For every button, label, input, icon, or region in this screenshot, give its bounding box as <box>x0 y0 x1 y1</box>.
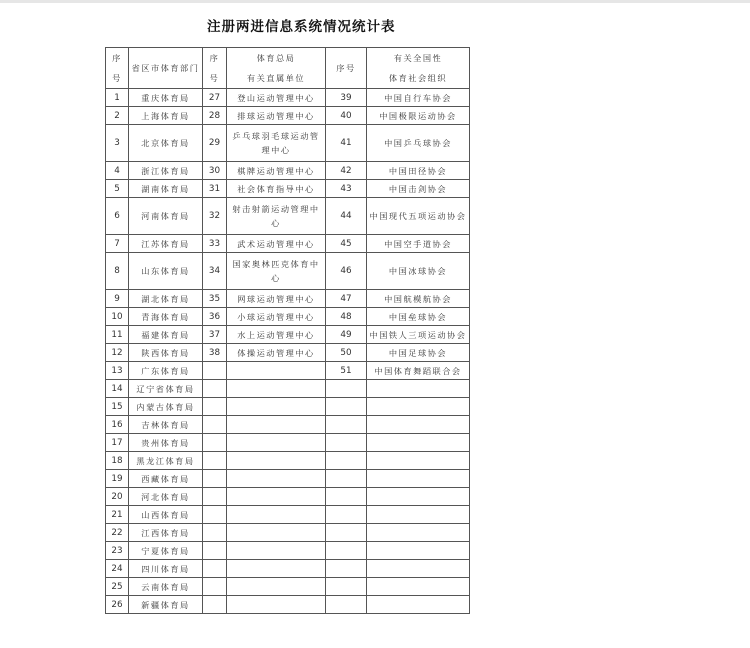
seq-cell-2 <box>203 362 227 380</box>
seq-cell-2 <box>203 470 227 488</box>
table-row <box>106 398 470 416</box>
provincial-dept-cell: 重庆体育局 <box>129 89 203 107</box>
seq-cell-3 <box>326 488 367 506</box>
header-associations-line2: 体育社会组织 <box>388 73 448 83</box>
association-cell <box>367 596 470 614</box>
association-cell: 中国足球协会 <box>367 344 470 362</box>
seq-cell-2: 35 <box>203 290 227 308</box>
seq-cell-1: 3 <box>106 125 129 162</box>
direct-unit-cell: 登山运动管理中心 <box>227 89 326 107</box>
seq-cell-1: 24 <box>106 560 129 578</box>
seq-cell-3 <box>326 578 367 596</box>
page-title: 注册两进信息系统情况统计表 <box>207 19 396 35</box>
direct-unit-cell <box>227 488 326 506</box>
seq-cell-2: 32 <box>203 198 227 235</box>
table-row <box>106 308 470 326</box>
association-cell: 中国铁人三项运动协会 <box>367 326 470 344</box>
seq-cell-3 <box>326 452 367 470</box>
provincial-dept-cell: 河南体育局 <box>129 198 203 235</box>
direct-unit-cell <box>227 560 326 578</box>
table-row <box>106 180 470 198</box>
association-cell: 中国垒球协会 <box>367 308 470 326</box>
table-row <box>106 470 470 488</box>
provincial-dept-cell: 贵州体育局 <box>129 434 203 452</box>
table-row <box>106 524 470 542</box>
provincial-dept-cell: 青海体育局 <box>129 308 203 326</box>
provincial-dept-cell: 宁夏体育局 <box>129 542 203 560</box>
table-body <box>106 89 470 614</box>
direct-unit-cell: 排球运动管理中心 <box>227 107 326 125</box>
statistics-table <box>105 47 470 614</box>
seq-cell-2: 30 <box>203 162 227 180</box>
provincial-dept-cell: 辽宁省体育局 <box>129 380 203 398</box>
seq-cell-3: 39 <box>326 89 367 107</box>
provincial-dept-cell: 山东体育局 <box>129 253 203 290</box>
seq-cell-1: 21 <box>106 506 129 524</box>
header-provincial-dept: 省区市体育部门 <box>129 48 203 89</box>
association-cell: 中国冰球协会 <box>367 253 470 290</box>
association-cell <box>367 470 470 488</box>
seq-cell-2: 28 <box>203 107 227 125</box>
seq-cell-3 <box>326 542 367 560</box>
provincial-dept-cell: 河北体育局 <box>129 488 203 506</box>
direct-unit-cell <box>227 398 326 416</box>
direct-unit-cell <box>227 434 326 452</box>
table-header-row <box>106 48 470 89</box>
direct-unit-cell: 小球运动管理中心 <box>227 308 326 326</box>
seq-cell-2 <box>203 524 227 542</box>
association-cell <box>367 506 470 524</box>
seq-cell-2: 31 <box>203 180 227 198</box>
seq-cell-2: 38 <box>203 344 227 362</box>
seq-cell-2 <box>203 596 227 614</box>
direct-unit-cell: 射击射箭运动管理中心 <box>227 198 326 235</box>
seq-cell-3 <box>326 506 367 524</box>
association-cell: 中国极限运动协会 <box>367 107 470 125</box>
seq-cell-1: 8 <box>106 253 129 290</box>
seq-cell-1: 15 <box>106 398 129 416</box>
association-cell: 中国田径协会 <box>367 162 470 180</box>
seq-cell-1: 11 <box>106 326 129 344</box>
table-row <box>106 89 470 107</box>
table-row <box>106 380 470 398</box>
header-seq-3: 序号 <box>326 48 367 89</box>
table-row <box>106 434 470 452</box>
association-cell <box>367 524 470 542</box>
seq-cell-1: 22 <box>106 524 129 542</box>
provincial-dept-cell: 吉林体育局 <box>129 416 203 434</box>
seq-cell-3 <box>326 416 367 434</box>
direct-unit-cell: 体操运动管理中心 <box>227 344 326 362</box>
seq-cell-1: 7 <box>106 235 129 253</box>
seq-cell-3 <box>326 524 367 542</box>
seq-cell-1: 20 <box>106 488 129 506</box>
table-row <box>106 488 470 506</box>
seq-cell-3: 42 <box>326 162 367 180</box>
header-seq-2: 序号 <box>203 48 227 89</box>
table-row <box>106 125 470 162</box>
seq-cell-2 <box>203 506 227 524</box>
provincial-dept-cell: 北京体育局 <box>129 125 203 162</box>
association-cell <box>367 488 470 506</box>
seq-cell-1: 2 <box>106 107 129 125</box>
top-border <box>0 0 750 3</box>
seq-cell-2 <box>203 452 227 470</box>
seq-cell-3: 46 <box>326 253 367 290</box>
seq-cell-3: 41 <box>326 125 367 162</box>
provincial-dept-cell: 云南体育局 <box>129 578 203 596</box>
provincial-dept-cell: 福建体育局 <box>129 326 203 344</box>
header-direct-units-line2: 有关直属单位 <box>246 73 306 83</box>
seq-cell-3 <box>326 380 367 398</box>
seq-cell-3 <box>326 470 367 488</box>
seq-cell-2: 29 <box>203 125 227 162</box>
table-row <box>106 578 470 596</box>
direct-unit-cell <box>227 506 326 524</box>
seq-cell-2: 37 <box>203 326 227 344</box>
provincial-dept-cell: 黑龙江体育局 <box>129 452 203 470</box>
header-associations <box>367 48 470 89</box>
association-cell: 中国航模航协会 <box>367 290 470 308</box>
table-row <box>106 326 470 344</box>
provincial-dept-cell: 江西体育局 <box>129 524 203 542</box>
table-row <box>106 596 470 614</box>
seq-cell-1: 18 <box>106 452 129 470</box>
seq-cell-1: 5 <box>106 180 129 198</box>
seq-cell-1: 10 <box>106 308 129 326</box>
direct-unit-cell <box>227 596 326 614</box>
seq-cell-3: 50 <box>326 344 367 362</box>
seq-cell-2 <box>203 434 227 452</box>
direct-unit-cell <box>227 416 326 434</box>
association-cell <box>367 452 470 470</box>
association-cell <box>367 542 470 560</box>
seq-cell-1: 14 <box>106 380 129 398</box>
association-cell: 中国击剑协会 <box>367 180 470 198</box>
table-row <box>106 452 470 470</box>
table-row <box>106 560 470 578</box>
table-row <box>106 542 470 560</box>
association-cell: 中国乒乓球协会 <box>367 125 470 162</box>
header-direct-units <box>227 48 326 89</box>
seq-cell-3: 44 <box>326 198 367 235</box>
direct-unit-cell: 武术运动管理中心 <box>227 235 326 253</box>
direct-unit-cell: 网球运动管理中心 <box>227 290 326 308</box>
table-row <box>106 107 470 125</box>
association-cell <box>367 380 470 398</box>
seq-cell-1: 16 <box>106 416 129 434</box>
direct-unit-cell <box>227 380 326 398</box>
seq-cell-3: 45 <box>326 235 367 253</box>
direct-unit-cell <box>227 542 326 560</box>
seq-cell-1: 1 <box>106 89 129 107</box>
seq-cell-2 <box>203 542 227 560</box>
association-cell: 中国体育舞蹈联合会 <box>367 362 470 380</box>
provincial-dept-cell: 浙江体育局 <box>129 162 203 180</box>
table-row <box>106 235 470 253</box>
direct-unit-cell: 国家奥林匹克体育中心 <box>227 253 326 290</box>
table-row <box>106 344 470 362</box>
seq-cell-2 <box>203 416 227 434</box>
seq-cell-2: 34 <box>203 253 227 290</box>
table-row <box>106 253 470 290</box>
association-cell <box>367 560 470 578</box>
direct-unit-cell <box>227 578 326 596</box>
seq-cell-3: 48 <box>326 308 367 326</box>
table-row <box>106 198 470 235</box>
provincial-dept-cell: 新疆体育局 <box>129 596 203 614</box>
provincial-dept-cell: 陕西体育局 <box>129 344 203 362</box>
association-cell <box>367 434 470 452</box>
seq-cell-3 <box>326 398 367 416</box>
table-row <box>106 416 470 434</box>
seq-cell-3: 40 <box>326 107 367 125</box>
seq-cell-1: 4 <box>106 162 129 180</box>
seq-cell-3 <box>326 434 367 452</box>
table-row <box>106 290 470 308</box>
direct-unit-cell <box>227 362 326 380</box>
seq-cell-1: 12 <box>106 344 129 362</box>
seq-cell-1: 25 <box>106 578 129 596</box>
seq-cell-2: 36 <box>203 308 227 326</box>
direct-unit-cell <box>227 524 326 542</box>
seq-cell-3: 43 <box>326 180 367 198</box>
provincial-dept-cell: 内蒙古体育局 <box>129 398 203 416</box>
association-cell: 中国空手道协会 <box>367 235 470 253</box>
provincial-dept-cell: 四川体育局 <box>129 560 203 578</box>
provincial-dept-cell: 山西体育局 <box>129 506 203 524</box>
seq-cell-2 <box>203 578 227 596</box>
provincial-dept-cell: 广东体育局 <box>129 362 203 380</box>
seq-cell-3: 51 <box>326 362 367 380</box>
provincial-dept-cell: 江苏体育局 <box>129 235 203 253</box>
seq-cell-2: 27 <box>203 89 227 107</box>
direct-unit-cell: 社会体育指导中心 <box>227 180 326 198</box>
seq-cell-3 <box>326 596 367 614</box>
direct-unit-cell: 水上运动管理中心 <box>227 326 326 344</box>
table-row <box>106 162 470 180</box>
header-seq-1: 序号 <box>106 48 129 89</box>
header-associations-line1: 有关全国性 <box>393 53 443 63</box>
seq-cell-1: 19 <box>106 470 129 488</box>
provincial-dept-cell: 湖南体育局 <box>129 180 203 198</box>
direct-unit-cell <box>227 470 326 488</box>
seq-cell-3: 49 <box>326 326 367 344</box>
seq-cell-1: 26 <box>106 596 129 614</box>
association-cell <box>367 398 470 416</box>
seq-cell-1: 13 <box>106 362 129 380</box>
table-row <box>106 362 470 380</box>
provincial-dept-cell: 湖北体育局 <box>129 290 203 308</box>
seq-cell-2 <box>203 380 227 398</box>
seq-cell-2 <box>203 488 227 506</box>
seq-cell-2 <box>203 398 227 416</box>
table-row <box>106 506 470 524</box>
association-cell: 中国自行车协会 <box>367 89 470 107</box>
seq-cell-3 <box>326 560 367 578</box>
direct-unit-cell: 棋牌运动管理中心 <box>227 162 326 180</box>
association-cell: 中国现代五项运动协会 <box>367 198 470 235</box>
provincial-dept-cell: 西藏体育局 <box>129 470 203 488</box>
seq-cell-1: 6 <box>106 198 129 235</box>
association-cell <box>367 578 470 596</box>
provincial-dept-cell: 上海体育局 <box>129 107 203 125</box>
direct-unit-cell: 乒乓球羽毛球运动管理中心 <box>227 125 326 162</box>
association-cell <box>367 416 470 434</box>
seq-cell-1: 23 <box>106 542 129 560</box>
seq-cell-2: 33 <box>203 235 227 253</box>
seq-cell-1: 9 <box>106 290 129 308</box>
seq-cell-3: 47 <box>326 290 367 308</box>
direct-unit-cell <box>227 452 326 470</box>
header-direct-units-line1: 体育总局 <box>256 53 296 63</box>
seq-cell-2 <box>203 560 227 578</box>
seq-cell-1: 17 <box>106 434 129 452</box>
